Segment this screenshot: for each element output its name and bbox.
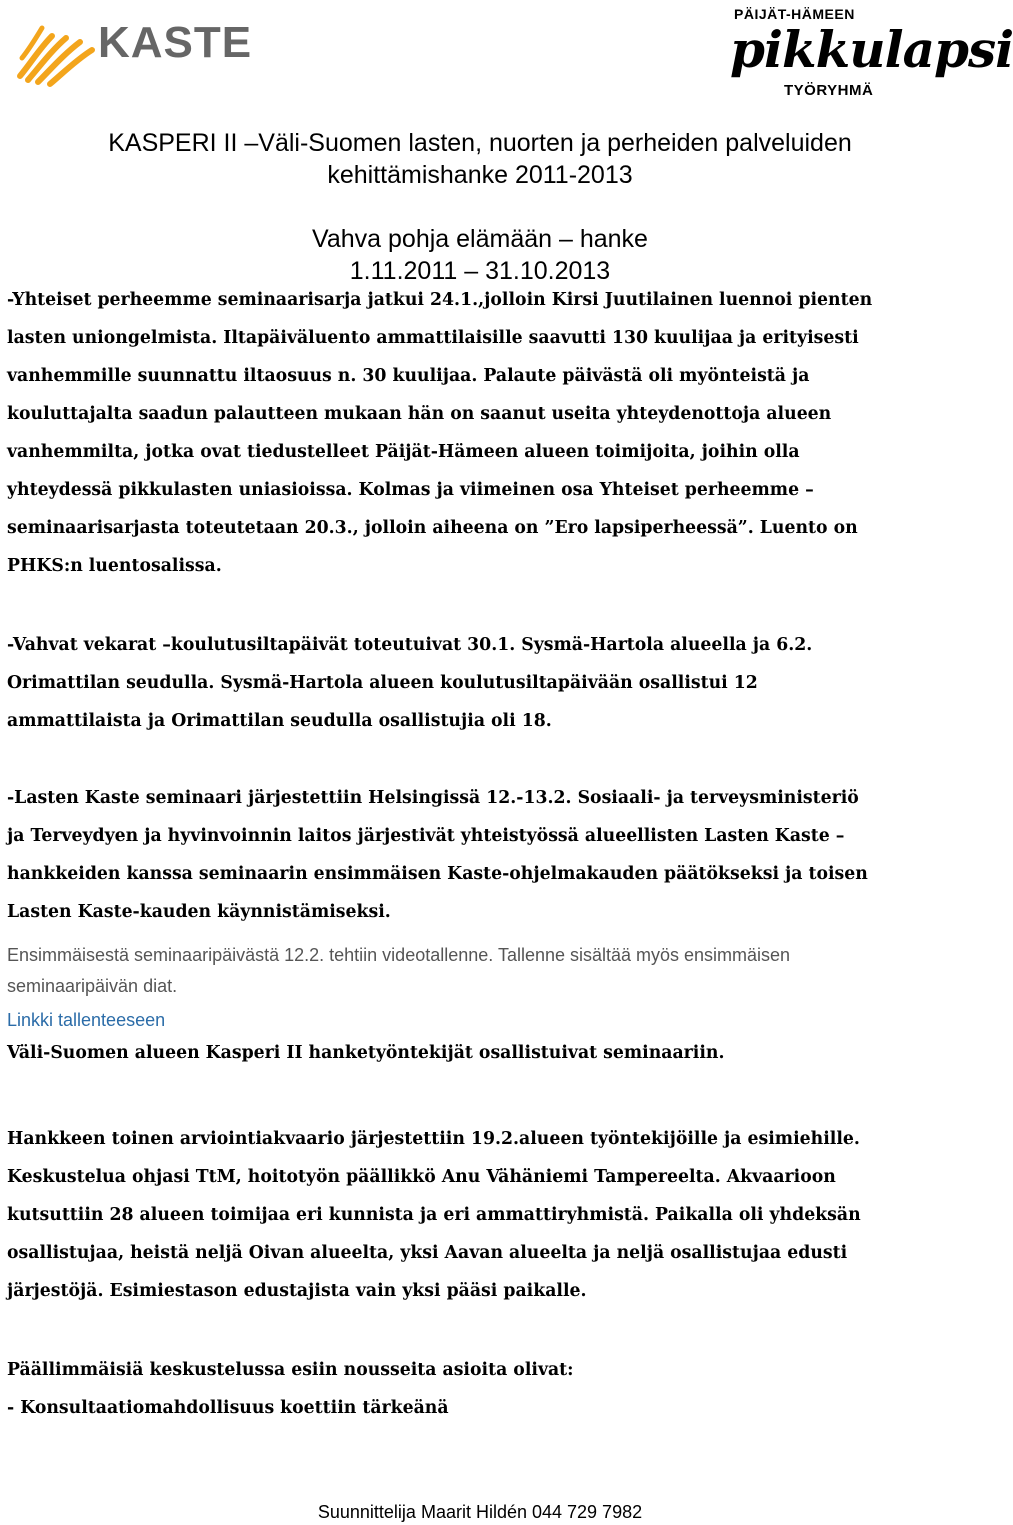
document-title-line1: KASPERI II –Väli-Suomen lasten, nuorten ja perheiden palveluiden bbox=[108, 129, 852, 157]
recording-link[interactable]: Linkki tallenteeseen bbox=[7, 1010, 166, 1030]
aquarium-paragraph bbox=[7, 1120, 957, 1310]
text-line: -Vahvat vekarat –koulutusiltapäivät toteutuivat 30.1. Sysmä-Hartola alueella ja 6.2. bbox=[7, 635, 813, 655]
text-line: Väli-Suomen alueen Kasperi II hanketyöntekijät osallistuivat seminaariin. bbox=[7, 1043, 725, 1063]
recording-note bbox=[7, 940, 957, 1002]
text-line: kutsuttiin 28 alueen toimijaa eri kunnista ja eri ammattiryhmistä. Paikalla oli yhdeksän bbox=[7, 1205, 861, 1225]
text-line: yhteydessä pikkulasten uniasioissa. Kolmas ja viimeinen osa Yhteiset perheemme – bbox=[7, 480, 814, 500]
kaste-wordmark: KASTE bbox=[98, 18, 253, 67]
topic-item: - Konsultaatiomahdollisuus koettiin tärkeänä bbox=[7, 1398, 449, 1418]
kaste-seminar-paragraph bbox=[7, 779, 957, 931]
text-line: PHKS:n luentosalissa. bbox=[7, 556, 222, 576]
text-line: Lasten Kaste-kauden käynnistämiseksi. bbox=[7, 902, 391, 922]
vekarat-paragraph bbox=[7, 626, 957, 740]
text-line: Hankkeen toinen arviointiakvaario järjestettiin 19.2.alueen työntekijöille ja esimiehille. bbox=[7, 1129, 860, 1149]
text-line: -Lasten Kaste seminaari järjestettiin Helsingissä 12.-13.2. Sosiaali- ja terveysministeriö bbox=[7, 788, 859, 808]
text-line: järjestöjä. Esimiestason edustajista vain yksi pääsi paikalle. bbox=[7, 1281, 587, 1301]
text-line: vanhemmilta, jotka ovat tiedustelleet Päijät-Hämeen alueen toimijoita, joihin olla bbox=[7, 442, 800, 462]
logo-script-name: pikkulapsi bbox=[730, 20, 1013, 79]
text-line: ja Terveydyen ja hyvinvoinnin laitos järjestivät yhteistyössä alueellisten Lasten Kaste – bbox=[7, 826, 845, 846]
text-line: vanhemmille suunnattu iltaosuus n. 30 kuulijaa. Palaute päivästä oli myönteistä ja bbox=[7, 366, 810, 386]
text-line: seminaaripäivän diat. bbox=[7, 976, 178, 996]
pikkulapsi-logo bbox=[728, 6, 1013, 104]
text-line: Orimattilan seudulla. Sysmä-Hartola alueen koulutusiltapäivään osallistui 12 bbox=[7, 673, 758, 693]
project-name: Vahva pohja elämään – hanke bbox=[312, 225, 648, 253]
text-line: Keskustelua ohjasi TtM, hoitotyön päällikkö Anu Vähäniemi Tampereelta. Akvaarioon bbox=[7, 1167, 836, 1187]
text-line: osallistujaa, heistä neljä Oivan alueelta, yksi Aavan alueelta ja neljä osallistujaa edusti bbox=[7, 1243, 848, 1263]
text-line: -Yhteiset perheemme seminaarisarja jatkui 24.1.,jolloin Kirsi Juutilainen luennoi pienten bbox=[7, 290, 873, 310]
document-title-line2: kehittämishanke 2011-2013 bbox=[327, 161, 633, 189]
kaste-wave-icon bbox=[18, 14, 96, 86]
text-line: hankkeiden kanssa seminaarin ensimmäisen Kaste-ohjelmakauden päätökseksi ja toisen bbox=[7, 864, 868, 884]
footer-contact: Suunnittelija Maarit Hildén 044 729 7982 bbox=[317, 1502, 643, 1522]
project-dates: 1.11.2011 – 31.10.2013 bbox=[349, 257, 611, 285]
text-line: Ensimmäisestä seminaaripäivästä 12.2. tehtiin videotallenne. Tallenne sisältää myös ensimmäisen bbox=[7, 945, 791, 965]
text-line: lasten uniongelmista. Iltapäiväluento ammattilaisille saavutti 130 kuulijaa ja erityisesti bbox=[7, 328, 859, 348]
topics-heading: Päällimmäisiä keskustelussa esiin nousseita asioita olivat: bbox=[7, 1360, 574, 1380]
logo-group-label: TYÖRYHMÄ bbox=[784, 82, 874, 99]
participation-note bbox=[7, 1034, 957, 1072]
seminar-paragraph bbox=[7, 281, 957, 585]
text-line: ammattilaista ja Orimattilan seudulla osallistujia oli 18. bbox=[7, 711, 552, 731]
topics-section bbox=[7, 1351, 957, 1427]
text-line: kouluttajalta saadun palautteen mukaan hän on saanut useita yhteydenottoja alueen bbox=[7, 404, 832, 424]
logo-region-label: PÄIJÄT-HÄMEEN bbox=[734, 6, 855, 22]
text-line: seminaarisarjasta toteutetaan 20.3., jolloin aiheena on ”Ero lapsiperheessä”. Luento on bbox=[7, 518, 858, 538]
kaste-logo bbox=[18, 14, 258, 86]
